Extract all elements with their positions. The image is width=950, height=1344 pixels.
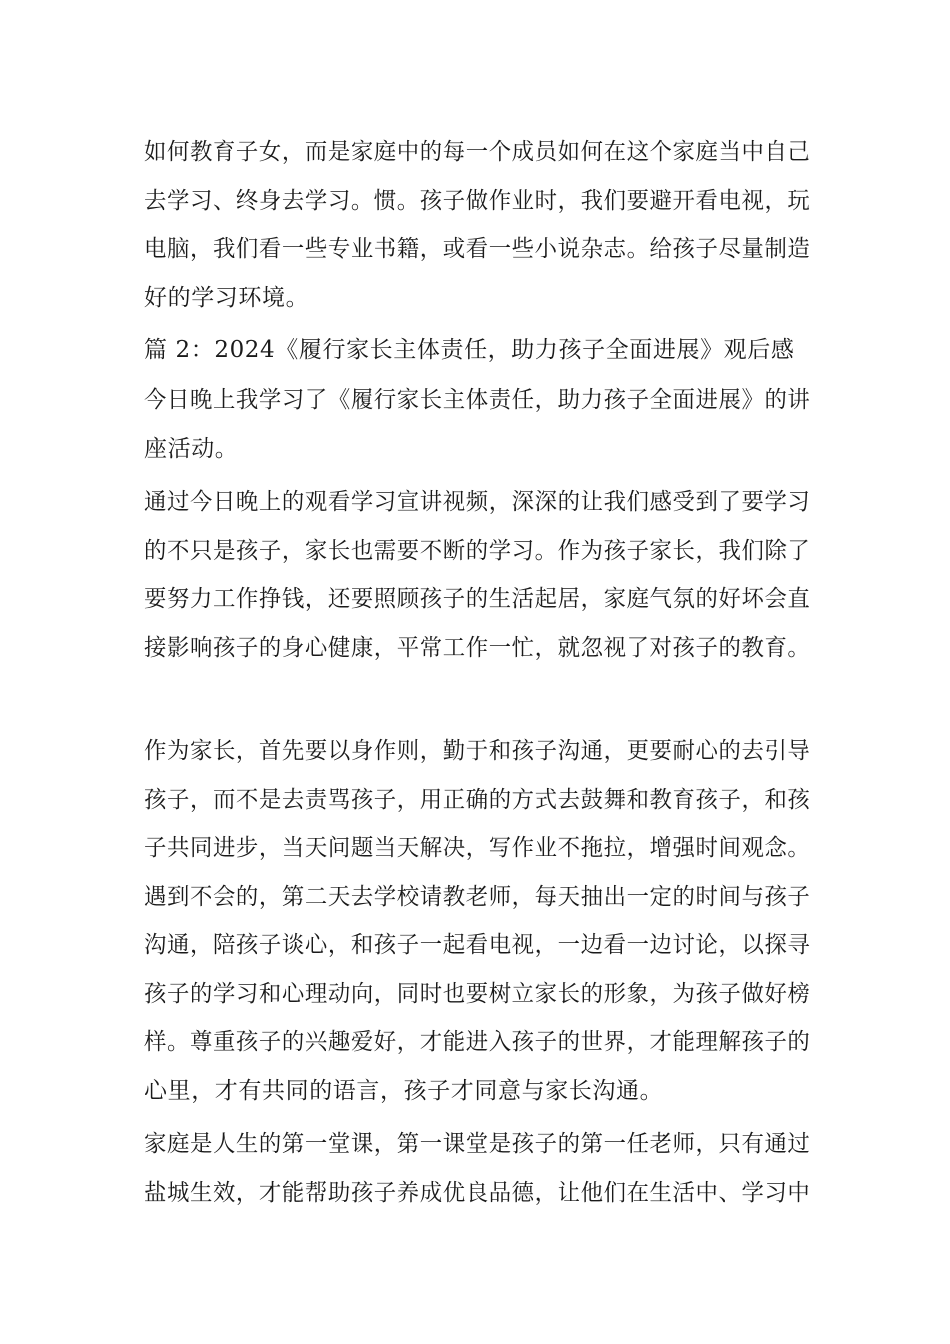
text-line: 孩子，而不是去责骂孩子，用正确的方式去鼓舞和教育孩子，和孩 [144,787,811,813]
text-line: 要努力工作挣钱，还要照顾孩子的生活起居，家庭气氛的好坏会直 [144,586,811,612]
text-line: 孩子的学习和心理动向，同时也要树立家长的形象，为孩子做好榜 [144,981,811,1007]
text-line: 心里，才有共同的语言，孩子才同意与家长沟通。 [144,1078,664,1104]
text-line: 去学习、终身去学习。惯。孩子做作业时，我们要避开看电视，玩 [144,188,811,214]
text-line: 盐城生效，才能帮助孩子养成优良品德，让他们在生活中、学习中 [144,1180,811,1206]
text-line: 通过今日晚上的观看学习宣讲视频，深深的让我们感受到了要学习 [144,489,811,515]
text-line: 的不只是孩子，家长也需要不断的学习。作为孩子家长，我们除了 [144,538,811,564]
text-line: 好的学习环境。 [144,285,310,311]
text-line: 今日晚上我学习了《履行家长主体责任，助力孩子全面进展》的讲 [144,387,811,413]
section-heading: 篇 2：2024《履行家长主体责任，助力孩子全面进展》观后感 [144,337,795,363]
text-line: 座活动。 [144,436,239,462]
text-line: 如何教育子女，而是家庭中的每一个成员如何在这个家庭当中自己 [144,139,811,165]
text-line: 子共同进步，当天问题当天解决，写作业不拖拉，增强时间观念。 [144,835,811,861]
text-line: 作为家长，首先要以身作则，勤于和孩子沟通，更要耐心的去引导 [144,738,811,764]
text-line: 样。尊重孩子的兴趣爱好，才能进入孩子的世界，才能理解孩子的 [144,1029,811,1055]
text-line: 家庭是人生的第一堂课，第一课堂是孩子的第一任老师，只有通过 [144,1131,811,1157]
text-line: 沟通，陪孩子谈心，和孩子一起看电视，一边看一边讨论，以探寻 [144,932,811,958]
text-line: 接影响孩子的身心健康，平常工作一忙，就忽视了对孩子的教育。 [144,635,811,661]
text-line: 遇到不会的，第二天去学校请教老师，每天抽出一定的时间与孩子 [144,884,811,910]
text-line: 电脑，我们看一些专业书籍，或看一些小说杂志。给孩子尽量制造 [144,236,811,262]
